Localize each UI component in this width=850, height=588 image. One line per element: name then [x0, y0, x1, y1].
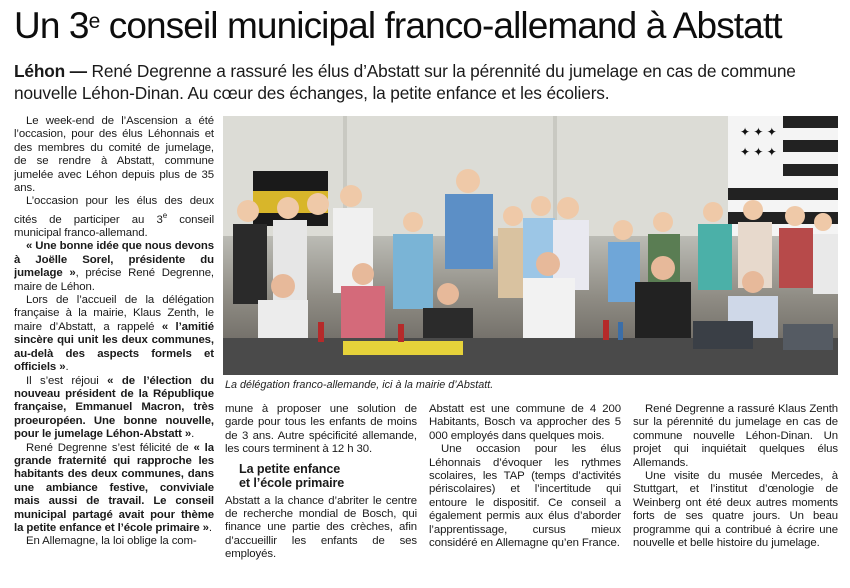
- paragraph: Abstatt est une commune de 4 200 Habitants, Bosch va approcher des 5 000 employés dans quelques mois.: [429, 403, 621, 442]
- paragraph: René Degrenne a rassuré Klaus Zenth sur la pérennité du jumelage en cas de commune nouvelle Léhon-Dinan. Un projet qui inquiétait quelques élus Allemands.: [633, 403, 838, 469]
- svg-text:✦ ✦ ✦: ✦ ✦ ✦: [740, 125, 777, 139]
- paragraph: Une visite du musée Mercedes, à Stuttgart, et l’institut d’œnologie de Weinberg ont été deux autres moments forts de ses quatre jours. Un beau programme qui a contribué à écrire une nouvelle et belle histoire du jumelage.: [633, 470, 838, 550]
- quote: « de l’élection du nouveau président de la République française, Emmanuel Macron, très proeuropéen. Une bonne nouvelle, pour le jumelage Léhon-Abstatt »: [14, 374, 214, 441]
- paragraph: [14, 375, 214, 442]
- superscript: e: [162, 210, 168, 220]
- lede-text: René Degrenne a rassuré les élus d’Abstatt sur la pérennité du jumelage en cas de commune nouvelle Léhon-Dinan. Au cœur des échanges, la petite enfance et les écoliers.: [14, 61, 796, 103]
- text: .: [191, 428, 195, 441]
- text: Il s’est réjoui: [26, 374, 108, 387]
- lede: [14, 60, 844, 104]
- paragraph: Une occasion pour les élus Léhonnais d’évoquer les rythmes scolaires, les TAP (temps d’activités périscolaires) et l’incertitude qui entoure le dispositif. Ce conseil a également permis aux élus d’aborder l’apprentissage, cursus mieux considéré en Allemagne qu’en France.: [429, 443, 621, 550]
- paragraph: Le week-end de l’Ascension a été l’occasion, pour des élus Léhonnais et des membres du comité de jumelage, de se rendre à Abstatt, commune jumelée avec Léhon depuis plus de 35 ans.: [14, 115, 214, 195]
- text: .: [65, 361, 69, 374]
- text: conseil municipal franco-allemand.: [14, 213, 214, 240]
- article-column-4: [633, 403, 838, 583]
- paragraph: mune à proposer une solution de garde pour tous les enfants de moins de 3 ans. Autre spécificité allemande, les cours terminent à 12 h 30.: [225, 403, 417, 456]
- paragraph: En Allemagne, la loi oblige la com-: [26, 535, 197, 548]
- text: .: [208, 521, 212, 534]
- quote: « l’amitié sincère qui unit les deux communes, au-delà des aspects formels et officiels »: [14, 320, 214, 374]
- quote: « Une bonne idée que nous devons à Joëlle Sorel, présidente du jumelage »: [14, 240, 214, 280]
- headline-part: conseil municipal franco-allemand à Abstatt: [99, 5, 782, 46]
- subheading-line: La petite enfance: [239, 461, 341, 476]
- photo-illustration: [223, 116, 838, 375]
- paragraph: [14, 195, 214, 240]
- group-photo: [223, 116, 838, 375]
- headline: [14, 4, 844, 48]
- svg-text:✦ ✦ ✦: ✦ ✦ ✦: [740, 145, 777, 159]
- article-column-2: [225, 403, 417, 583]
- paragraph: Abstatt a la chance d’abriter le centre de recherche mondial de Bosch, qui finance une partie des crèches, afin d’accueillir les enfants de ses employés.: [225, 494, 417, 561]
- paragraph: [14, 240, 214, 294]
- paragraph: [14, 294, 214, 374]
- text: , précise René Degrenne, maire de Léhon.: [14, 267, 214, 293]
- subheading: [239, 462, 417, 490]
- headline-superscript: e: [88, 10, 100, 33]
- subheading-line: et l’école primaire: [239, 475, 345, 490]
- text: René Degrenne s’est félicité de: [26, 441, 194, 454]
- article-column-1: [14, 115, 214, 585]
- headline-part: Un 3: [14, 5, 89, 46]
- quote: « la grande fraternité qui rapproche les habitants des deux communes, dans une ambiance festive, conviviale mais aussi de travail. Le conseil municipal partagé avait pour thème la petite enfance et l’école primaire »: [14, 441, 214, 534]
- text: L’occasion pour les élus des deux cités de participer au 3: [14, 195, 214, 226]
- dateline: Léhon —: [14, 61, 87, 81]
- article-column-3: [429, 403, 621, 583]
- photo-caption: La délégation franco-allemande, ici à la mairie d’Abstatt.: [225, 379, 494, 391]
- paragraph: [14, 442, 214, 536]
- text: Lors de l’accueil de la délégation française à la mairie, Klaus Zenth, le maire d’Abstatt, a rappelé: [14, 294, 214, 333]
